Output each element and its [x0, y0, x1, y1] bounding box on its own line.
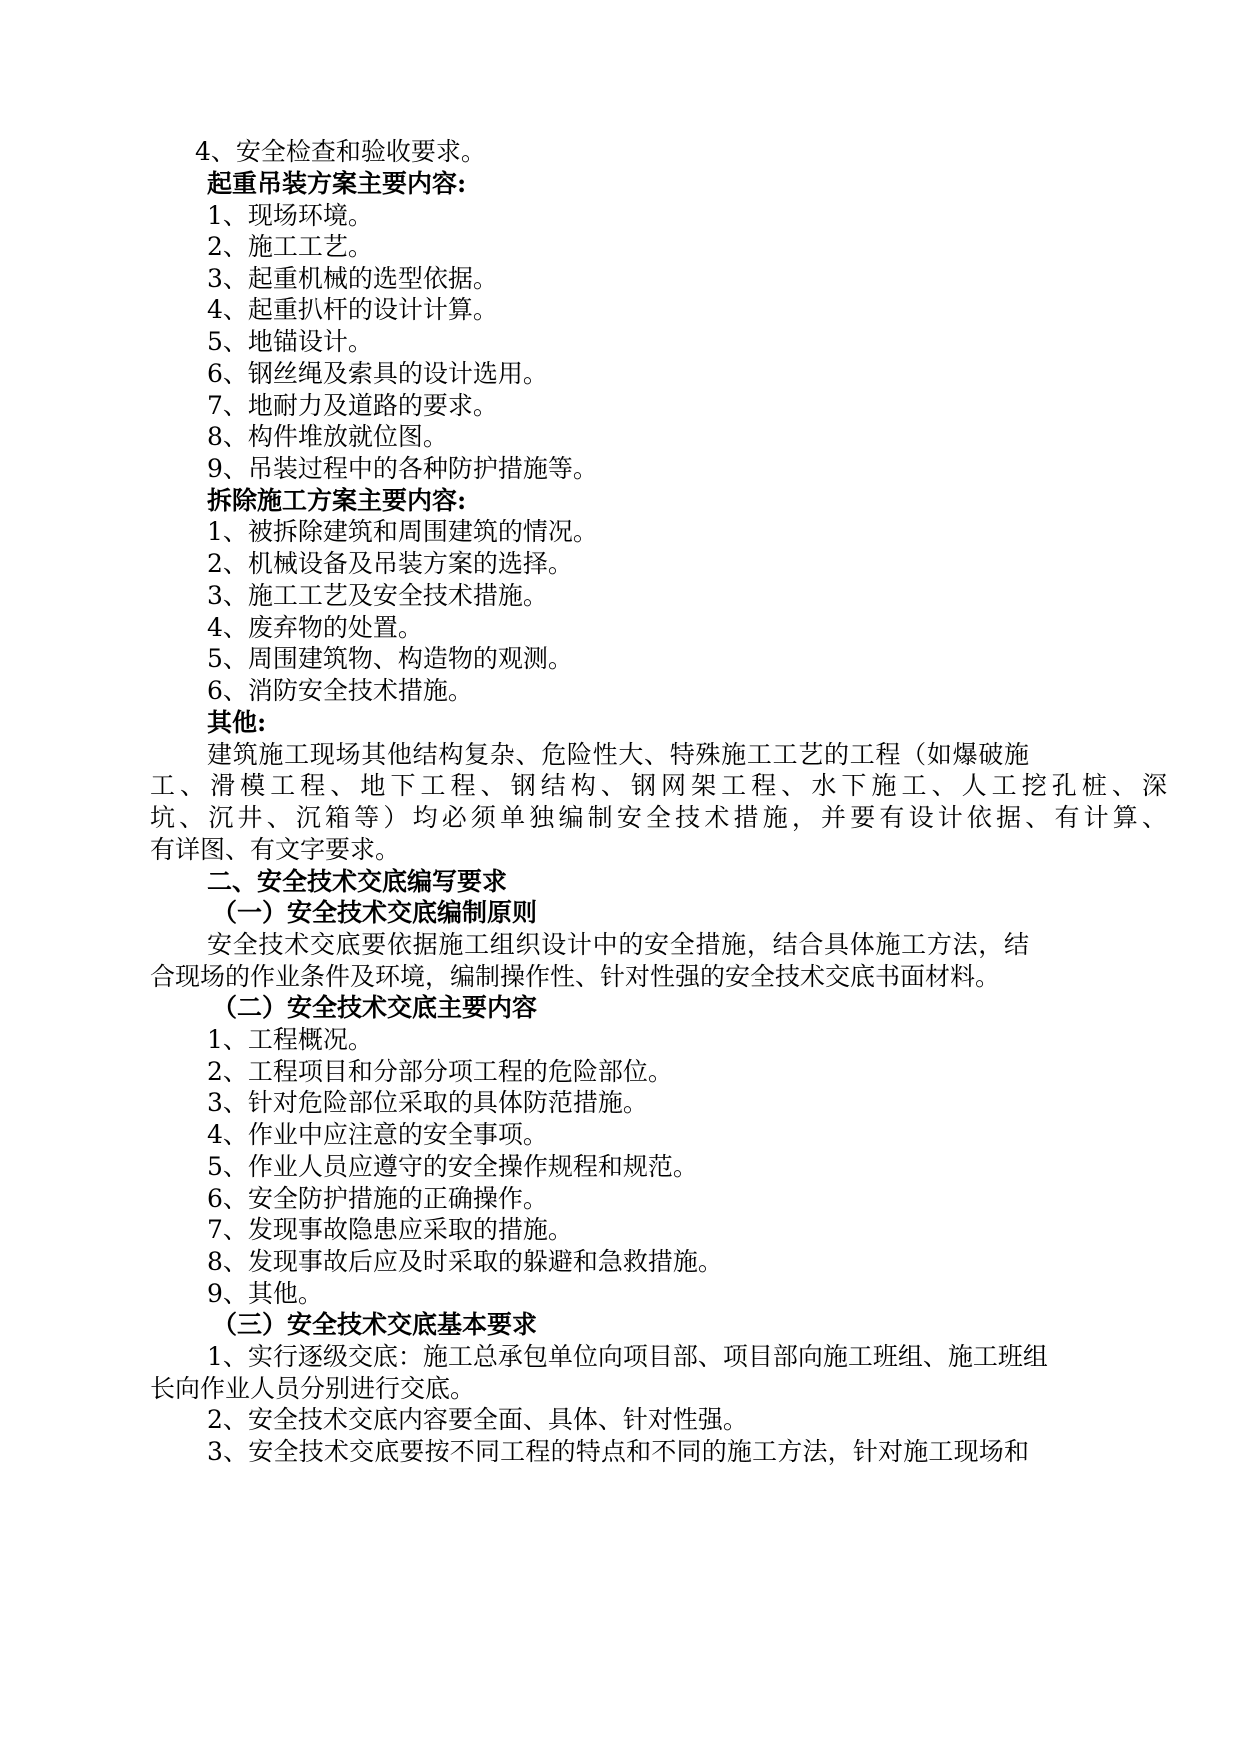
section-heading: 其他: — [207, 708, 267, 737]
paragraph-line: 1、实行逐级交底：施工总承包单位向项目部、项目部向施工班组、施工班组 — [207, 1342, 1048, 1371]
list-item: 2、施工工艺。 — [207, 232, 373, 261]
section-heading: 拆除施工方案主要内容: — [207, 486, 467, 515]
subsection-heading: （一）安全技术交底编制原则 — [212, 898, 538, 927]
list-item: 9、其他。 — [207, 1279, 323, 1308]
list-item: 2、工程项目和分部分项工程的危险部位。 — [207, 1057, 673, 1086]
list-item: 3、针对危险部位采取的具体防范措施。 — [207, 1088, 648, 1117]
paragraph-line: 建筑施工现场其他结构复杂、危险性大、特殊施工工艺的工程（如爆破施 — [207, 740, 1029, 769]
list-item: 1、现场环境。 — [207, 201, 373, 230]
list-item: 7、地耐力及道路的要求。 — [207, 391, 498, 420]
paragraph-line: 长向作业人员分别进行交底。 — [150, 1374, 476, 1403]
list-item: 8、发现事故后应及时采取的躲避和急救措施。 — [207, 1247, 723, 1276]
paragraph-line: 坑、沉井、沉箱等）均必须单独编制安全技术措施，并要有设计依据、有计算、 — [150, 803, 1167, 832]
list-item: 5、地锚设计。 — [207, 327, 373, 356]
text-line: 4、安全检查和验收要求。 — [195, 137, 486, 166]
paragraph-line: 安全技术交底要依据施工组织设计中的安全措施，结合具体施工方法，结 — [207, 930, 1029, 959]
list-item: 6、安全防护措施的正确操作。 — [207, 1184, 548, 1213]
list-item: 3、起重机械的选型依据。 — [207, 264, 498, 293]
list-item: 4、起重扒杆的设计计算。 — [207, 295, 498, 324]
list-item: 4、作业中应注意的安全事项。 — [207, 1120, 548, 1149]
subsection-heading: （二）安全技术交底主要内容 — [212, 993, 538, 1022]
section-heading: 二、安全技术交底编写要求 — [207, 867, 508, 896]
subsection-heading: （三）安全技术交底基本要求 — [212, 1310, 538, 1339]
paragraph-line: 合现场的作业条件及环境，编制操作性、针对性强的安全技术交底书面材料。 — [150, 962, 1001, 991]
list-item: 7、发现事故隐患应采取的措施。 — [207, 1215, 573, 1244]
list-item: 9、吊装过程中的各种防护措施等。 — [207, 454, 598, 483]
list-item: 6、钢丝绳及索具的设计选用。 — [207, 359, 548, 388]
section-heading: 起重吊装方案主要内容: — [207, 169, 467, 198]
paragraph-line: 工、滑模工程、地下工程、钢结构、钢网架工程、水下施工、人工挖孔桩、深 — [150, 771, 1167, 800]
list-item: 5、周围建筑物、构造物的观测。 — [207, 644, 573, 673]
paragraph-line: 有详图、有文字要求。 — [150, 835, 401, 864]
list-item: 3、施工工艺及安全技术措施。 — [207, 581, 548, 610]
paragraph-line: 3、安全技术交底要按不同工程的特点和不同的施工方法，针对施工现场和 — [207, 1437, 1029, 1466]
list-item: 5、作业人员应遵守的安全操作规程和规范。 — [207, 1152, 698, 1181]
list-item: 2、安全技术交底内容要全面、具体、针对性强。 — [207, 1405, 748, 1434]
list-item: 4、废弃物的处置。 — [207, 613, 423, 642]
list-item: 1、被拆除建筑和周围建筑的情况。 — [207, 517, 598, 546]
list-item: 2、机械设备及吊装方案的选择。 — [207, 549, 573, 578]
list-item: 8、构件堆放就位图。 — [207, 422, 448, 451]
list-item: 1、工程概况。 — [207, 1025, 373, 1054]
list-item: 6、消防安全技术措施。 — [207, 676, 473, 705]
